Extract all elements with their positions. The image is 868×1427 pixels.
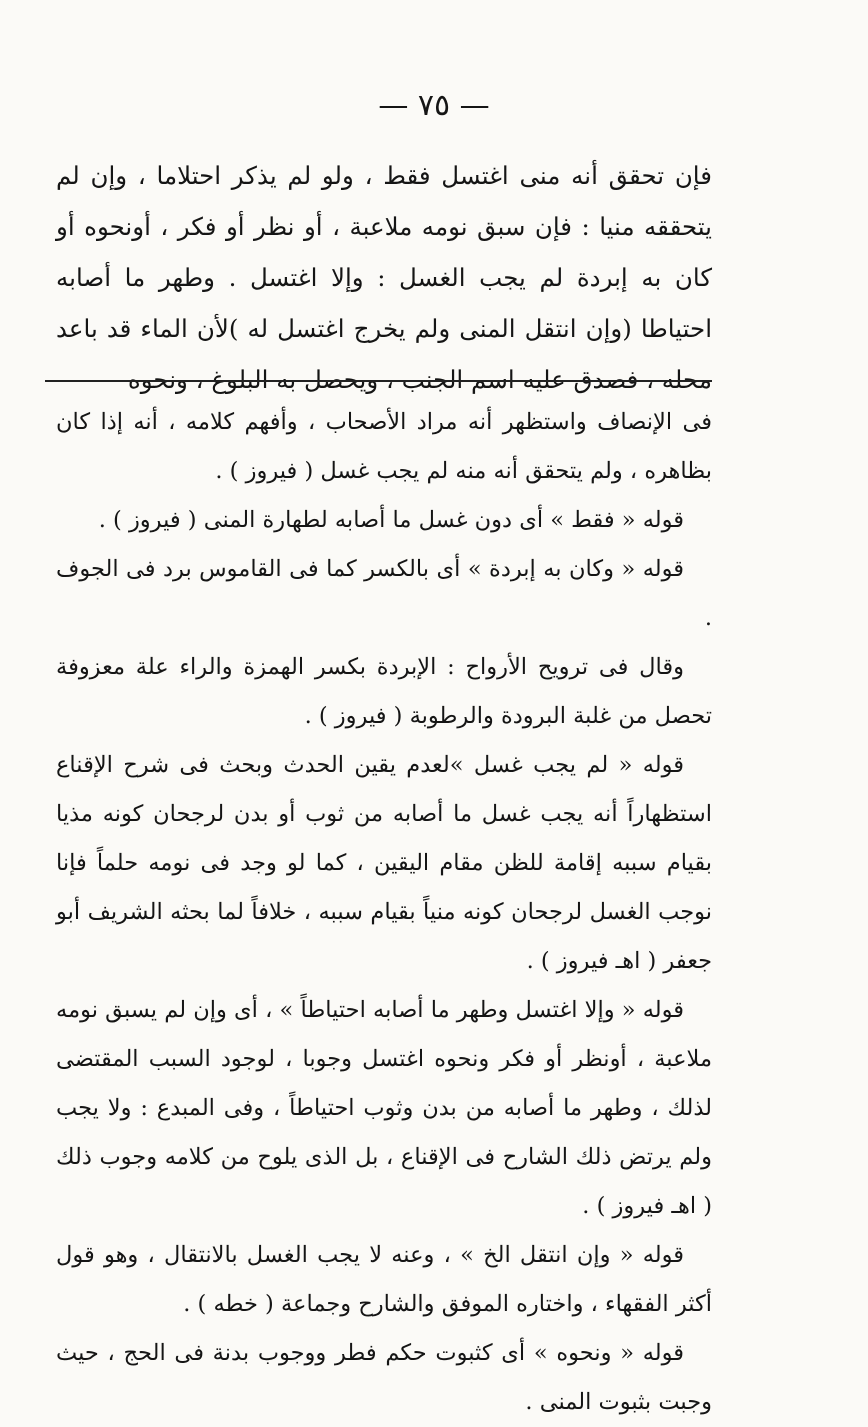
footnote-paragraph: قوله « وإن انتقل الخ » ، وعنه لا يجب الغسل بالانتقال ، وهو قول أكثر الفقهاء ، واختاره الموفق والشارح وجماعة ( خطه ) . — [56, 1242, 712, 1317]
footnote-paragraph: قوله « فقط » أى دون غسل ما أصابه لطهارة المنى ( فيروز ) . — [98, 507, 684, 533]
footnote-paragraph: وقال فى ترويح الأرواح : الإبردة بكسر الهمزة والراء علة معزوفة تحصل من غلبة البرودة والرطوبة ( فيروز ) . — [56, 654, 712, 729]
main-paragraph: فإن تحقق أنه منى اغتسل فقط ، ولو لم يذكر احتلاما ، وإن لم يتحققه منيا : فإن سبق نومه ملاعبة ، أو نظر أو فكر ، أونحوه أو كان به إبردة لم يجب الغسل : وإلا اغتسل . وطهر ما أصابه احتياطا (وإن انتقل المنى ولم يخرج اغتسل له )لأن الماء قد باعد محله ، فصدق عليه اسم الجنب ، ويحصل به البلوغ ، ونحوه — [56, 161, 712, 394]
footnote-paragraph: قوله « وإلا اغتسل وطهر ما أصابه احتياطاً » ، أى وإن لم يسبق نومه ملاعبة ، أونظر أو فكر ونحوه اغتسل وجوبا ، لوجود السبب المقتضى لذلك ، وطهر ما أصابه من بدن وثوب احتياطاً ، وفى المبدع : ولا يجب ولم يرتض ذلك الشارح فى الإقناع ، بل الذى يلوح من كلامه وجوب ذلك ( اهـ فيروز ) . — [56, 997, 712, 1219]
footnotes — [56, 398, 712, 1427]
footnote-paragraph: قوله « ونحوه » أى كثبوت حكم فطر ووجوب بدنة فى الحج ، حيث وجبت بثبوت المنى . — [56, 1340, 712, 1415]
main-text — [56, 150, 712, 405]
footnote-paragraph: قوله « وكان به إبردة » أى بالكسر كما فى القاموس برد فى الجوف . — [56, 556, 712, 631]
footnote-paragraph: فى الإنصاف واستظهر أنه مراد الأصحاب ، وأفهم كلامه ، أنه إذا كان بظاهره ، ولم يتحقق أنه منه لم يجب غسل ( فيروز ) . — [56, 409, 712, 484]
footnote-divider — [45, 380, 712, 382]
footnote-paragraph: قوله « لم يجب غسل »لعدم يقين الحدث وبحث فى شرح الإقناع استظهاراً أنه يجب غسل ما أصابه من ثوب أو بدن لرجحان كونه مذيا بقيام سببه إقامة للظن مقام اليقين ، كما لو وجد فى نومه حلماً فإنا نوجب الغسل لرجحان كونه منياً بقيام سببه ، خلافاً لما بحثه الشريف أبو جعفر ( اهـ فيروز ) . — [56, 752, 712, 974]
page-number: — ٧٥ — — [378, 88, 490, 123]
